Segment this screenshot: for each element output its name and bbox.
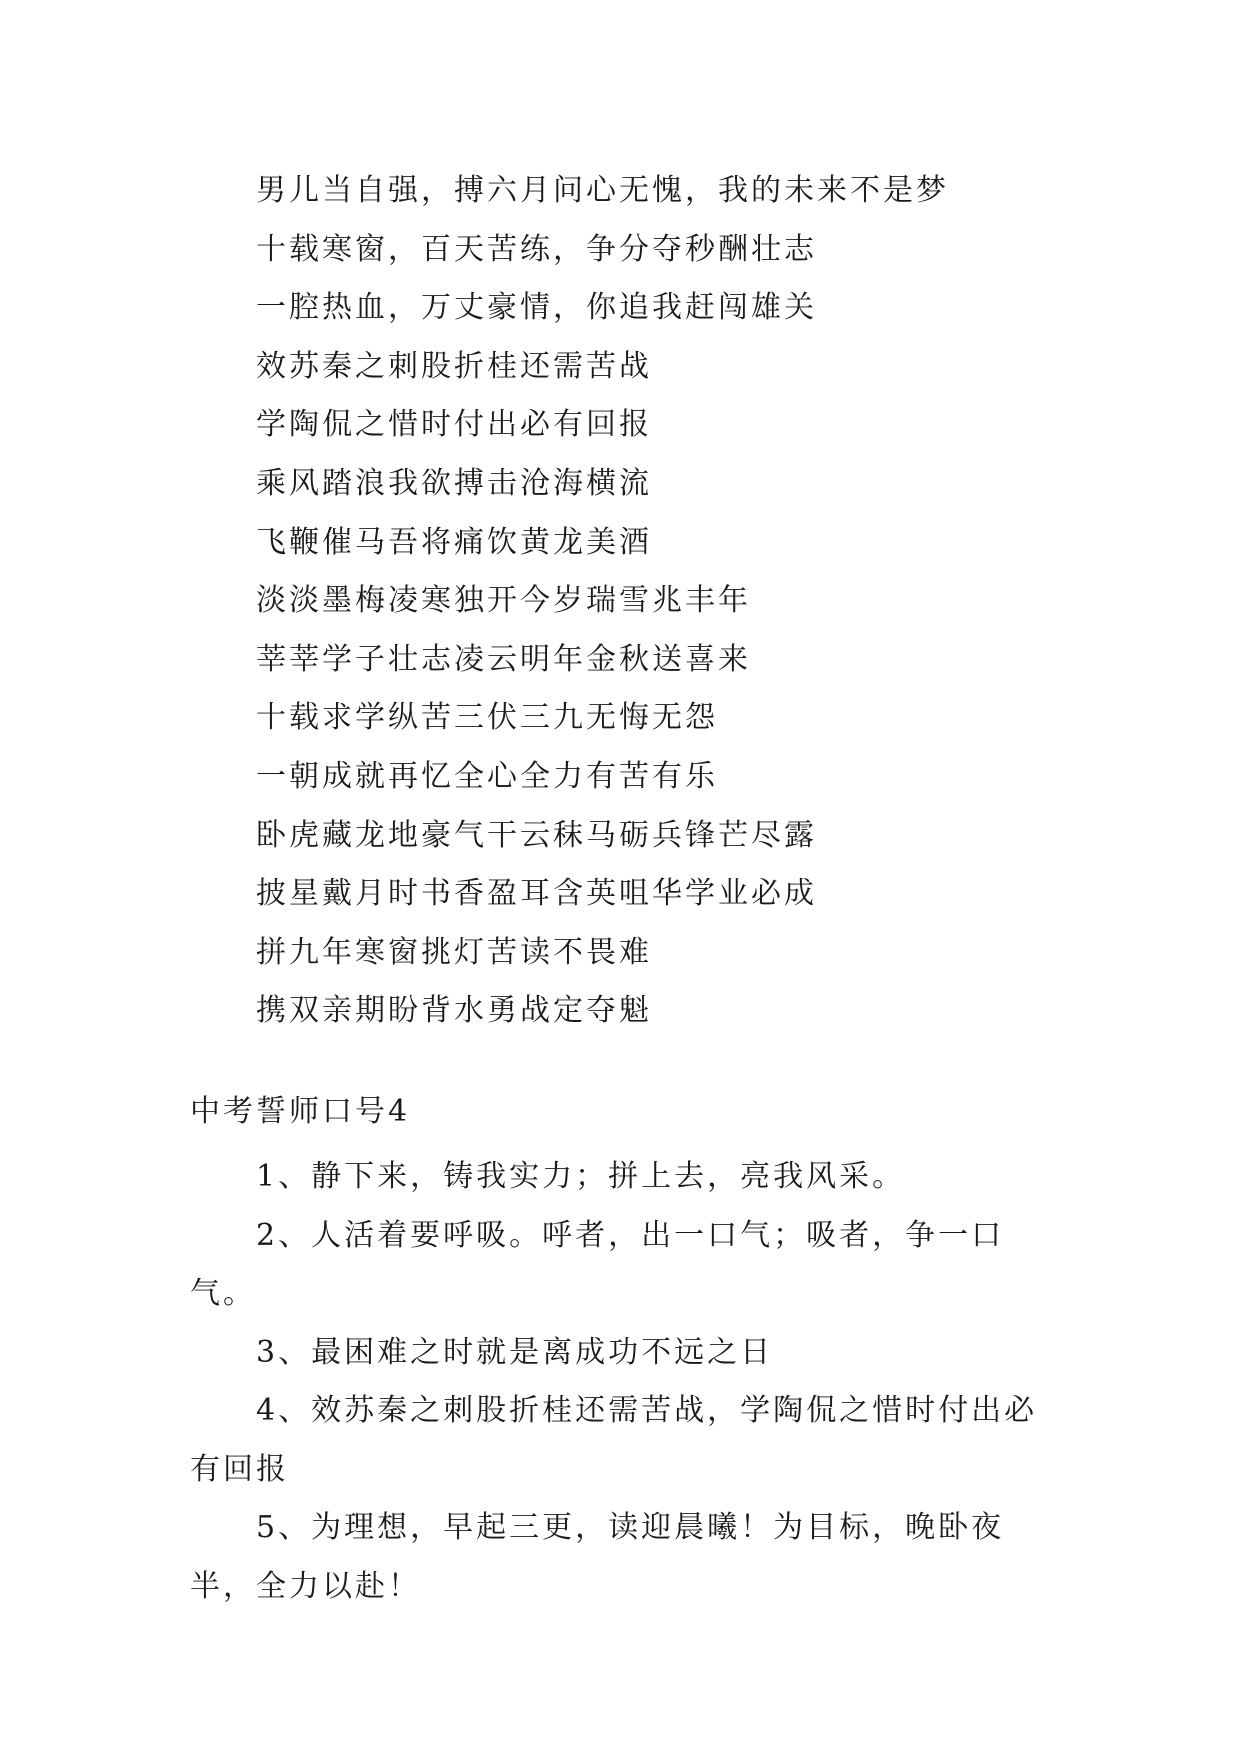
poem-line: 淡淡墨梅凌寒独开今岁瑞雪兆丰年 — [256, 583, 751, 619]
slogan-section — [190, 1090, 1070, 1616]
poem-line: 男儿当自强，搏六月问心无愧，我的未来不是梦 — [256, 173, 949, 208]
slogan-list — [190, 1148, 1070, 1616]
poem-block — [256, 162, 949, 1041]
poem-line: 拼九年寒窗挑灯苦读不畏难 — [256, 934, 652, 970]
section-title: 中考誓师口号4 — [190, 1094, 411, 1129]
poem-line: 一腔热血，万丈豪情，你追我赶闯雄关 — [256, 290, 817, 326]
slogan-item: 2、人活着要呼吸。呼者，出一口气；吸者，争一口气。 — [190, 1217, 1005, 1311]
slogan-item: 5、为理想，早起三更，读迎晨曦！为目标，晚卧夜半，全力以赴！ — [190, 1510, 1005, 1604]
slogan-item: 4、效苏秦之刺股折桂还需苦战，学陶侃之惜时付出必有回报 — [190, 1393, 1038, 1487]
poem-line: 披星戴月时书香盈耳含英咀华学业必成 — [256, 876, 817, 912]
poem-line: 一朝成就再忆全心全力有苦有乐 — [256, 758, 718, 794]
poem-line: 飞鞭催马吾将痛饮黄龙美酒 — [256, 524, 652, 560]
poem-line: 莘莘学子壮志凌云明年金秋送喜来 — [256, 641, 751, 677]
slogan-item: 1、静下来，铸我实力；拼上去，亮我风采。 — [256, 1159, 906, 1194]
poem-line: 效苏秦之刺股折桂还需苦战 — [256, 348, 652, 384]
poem-line: 卧虎藏龙地豪气干云秣马砺兵锋芒尽露 — [256, 817, 817, 853]
poem-line: 十载求学纵苦三伏三九无悔无怨 — [256, 700, 718, 736]
poem-line: 乘风踏浪我欲搏击沧海横流 — [256, 465, 652, 501]
poem-line: 携双亲期盼背水勇战定夺魁 — [256, 993, 652, 1029]
poem-line: 学陶侃之惜时付出必有回报 — [256, 407, 652, 443]
poem-line: 十载寒窗，百天苦练，争分夺秒酬壮志 — [256, 231, 817, 267]
slogan-item: 3、最困难之时就是离成功不远之日 — [256, 1334, 774, 1370]
